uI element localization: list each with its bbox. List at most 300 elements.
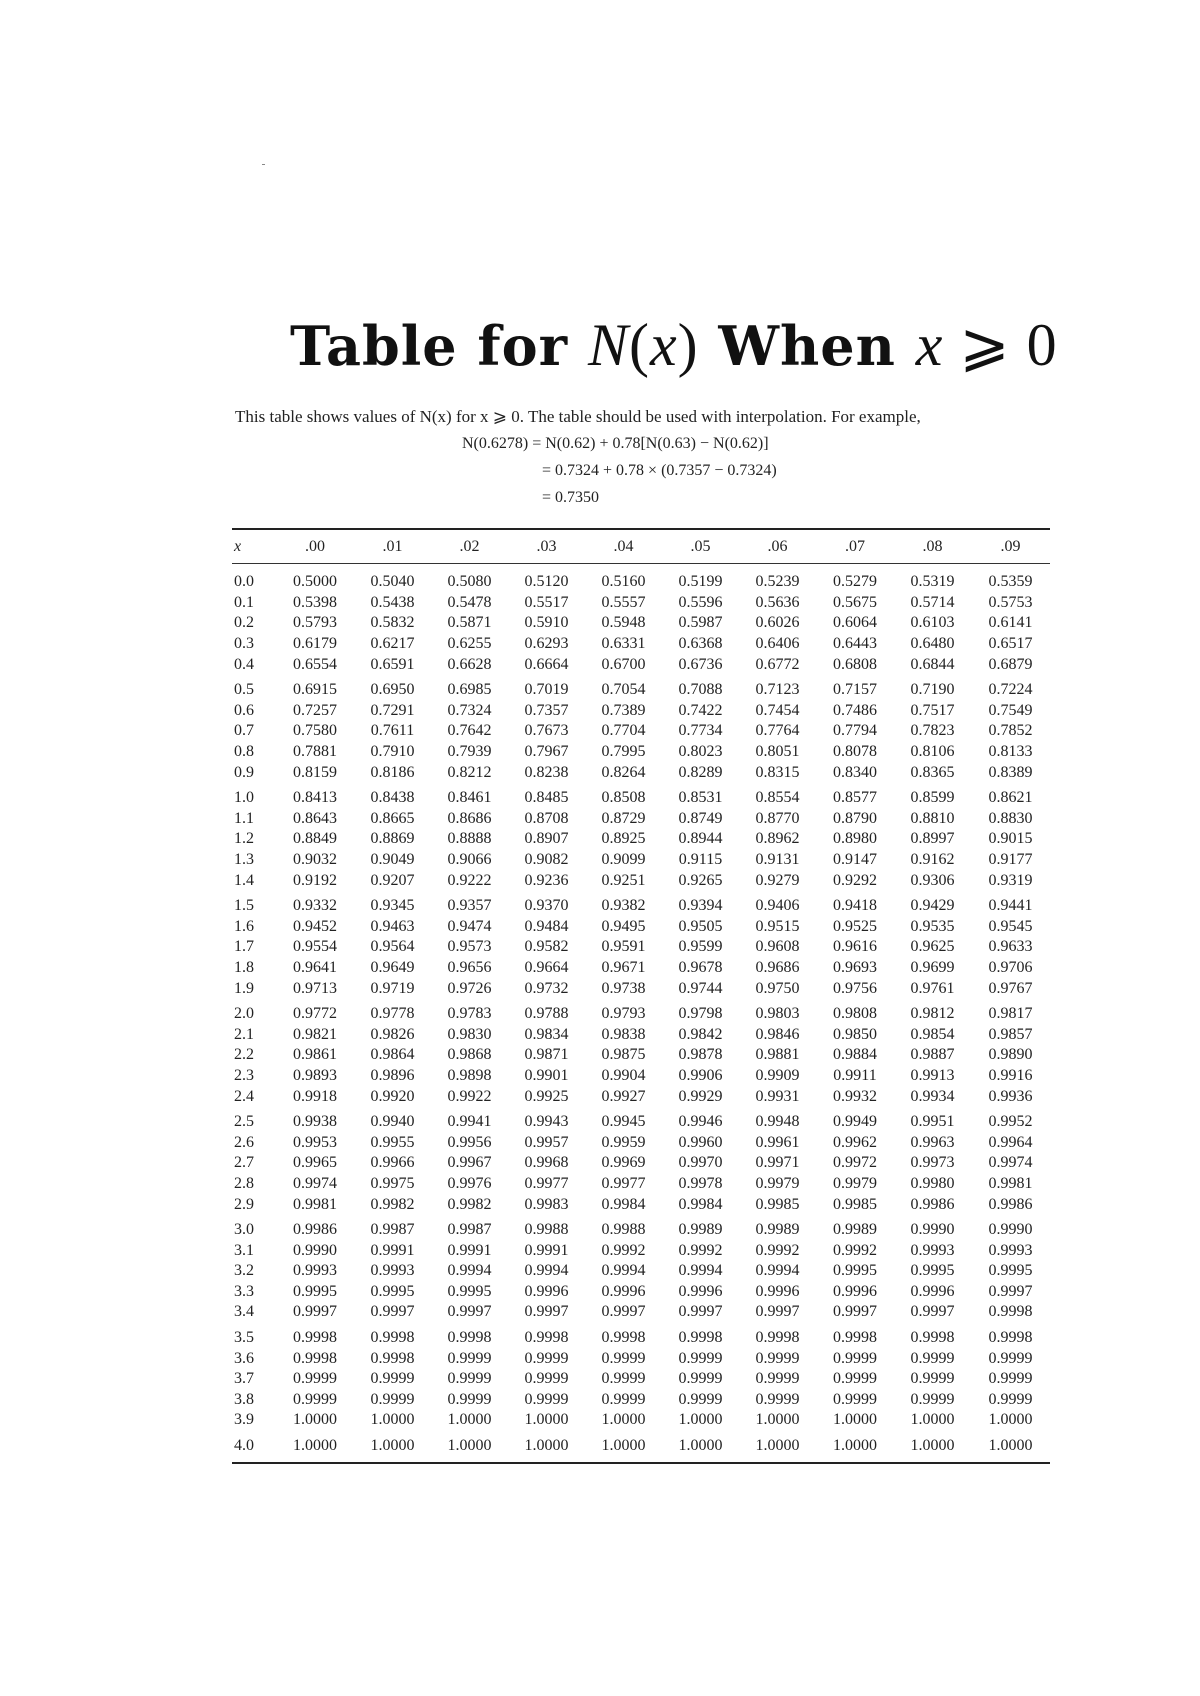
table-cell: 0.9306: [910, 871, 955, 889]
table-cell: 0.9452: [293, 917, 337, 935]
table-row: [232, 1261, 1050, 1282]
table-cell: 0.7794: [833, 722, 877, 740]
table-cell: 0.9913: [910, 1066, 955, 1084]
table-cell: 0.5675: [833, 593, 877, 611]
table-row: [232, 1431, 1050, 1464]
table-cell: 0.8485: [524, 789, 569, 807]
title-open-paren: (: [628, 312, 650, 378]
table-cell: 0.8790: [833, 809, 877, 827]
table-cell: 0.9993: [293, 1262, 337, 1280]
table-cell: 0.9265: [678, 871, 723, 889]
intro-text: This table shows values of N(x) for x ⩾ 0. The table should be used with interpolation. For example,: [235, 407, 921, 426]
table-cell: 0.9998: [988, 1303, 1033, 1321]
table-cell: 0.9997: [370, 1303, 415, 1321]
title-prefix: Table for: [290, 314, 588, 378]
table-row: [232, 937, 1050, 958]
row-x-value: 2.3: [234, 1066, 254, 1084]
table-cell: 0.9990: [293, 1241, 337, 1259]
table-cell: 0.9999: [601, 1370, 646, 1388]
table-cell: 0.9931: [755, 1087, 800, 1105]
table-cell: 0.7324: [447, 701, 492, 719]
table-row: [232, 958, 1050, 979]
row-x-value: 1.6: [234, 917, 254, 935]
table-cell: 0.9978: [678, 1174, 723, 1192]
table-header: [232, 529, 1050, 564]
table-cell: 0.9925: [524, 1087, 569, 1105]
row-x-value: 3.3: [234, 1282, 254, 1300]
table-cell: 0.5636: [755, 593, 800, 611]
table-row: [232, 891, 1050, 917]
table-cell: 0.9999: [755, 1390, 800, 1408]
table-cell: 0.9967: [447, 1154, 492, 1172]
table-cell: 0.5120: [524, 573, 569, 591]
table-cell: 0.5517: [524, 593, 569, 611]
table-cell: 1.0000: [524, 1411, 569, 1429]
table-row: [232, 1410, 1050, 1431]
table-cell: 0.7454: [755, 701, 800, 719]
table-cell: 0.8869: [370, 830, 415, 848]
table-cell: 0.9990: [988, 1221, 1033, 1239]
row-x-value: 0.2: [234, 614, 254, 632]
table-cell: 0.7881: [293, 743, 337, 761]
table-cell: 0.8944: [678, 830, 723, 848]
table-cell: 0.9732: [524, 979, 569, 997]
row-x-value: 3.0: [234, 1221, 254, 1239]
table-row: [232, 634, 1050, 655]
table-cell: 0.9099: [601, 851, 646, 869]
table-cell: 0.9808: [833, 1005, 877, 1023]
row-x-value: 2.7: [234, 1154, 254, 1172]
table-row: [232, 593, 1050, 614]
title-function: N: [587, 312, 629, 378]
table-cell: 0.6103: [910, 614, 955, 632]
table-cell: 0.9979: [833, 1174, 877, 1192]
table-cell: 0.9992: [833, 1241, 877, 1259]
table-cell: 0.9999: [910, 1390, 955, 1408]
table-cell: 0.9972: [833, 1154, 877, 1172]
table-cell: 0.9834: [524, 1025, 569, 1043]
table-row: [232, 783, 1050, 809]
page-title: [290, 310, 1058, 380]
table-cell: 0.9996: [601, 1282, 646, 1300]
table-cell: 0.9989: [755, 1221, 800, 1239]
table-cell: 0.9995: [370, 1282, 415, 1300]
table-cell: 0.9999: [988, 1370, 1033, 1388]
table-cell: 0.7088: [678, 681, 723, 699]
column-header: .08: [922, 537, 943, 555]
table-cell: 0.9929: [678, 1087, 723, 1105]
table-cell: 0.7704: [601, 722, 646, 740]
table-cell: 1.0000: [833, 1437, 877, 1455]
table-cell: 0.9934: [910, 1087, 955, 1105]
table-cell: 0.9599: [678, 938, 723, 956]
table-cell: 0.9871: [524, 1046, 569, 1064]
table-cell: 0.9868: [447, 1046, 492, 1064]
table-cell: 0.6179: [293, 635, 337, 653]
table-cell: 0.9357: [447, 897, 492, 915]
table-cell: 0.9920: [370, 1087, 415, 1105]
table-cell: 0.9222: [447, 871, 492, 889]
table-cell: 0.5239: [755, 573, 800, 591]
table-cell: 0.7642: [447, 722, 492, 740]
table-cell: 0.9515: [755, 917, 800, 935]
table-cell: 0.9997: [910, 1303, 955, 1321]
table-cell: 0.8238: [524, 763, 569, 781]
table-cell: 0.9984: [678, 1195, 723, 1213]
table-cell: 0.5080: [447, 573, 492, 591]
table-cell: 0.9719: [370, 979, 415, 997]
table-row: [232, 1390, 1050, 1411]
table-row: [232, 564, 1050, 593]
table-cell: 0.6517: [988, 635, 1033, 653]
table-cell: 0.9983: [524, 1195, 569, 1213]
table-cell: 0.6368: [678, 635, 723, 653]
table-cell: 0.9857: [988, 1025, 1033, 1043]
table-cell: 0.8186: [370, 763, 415, 781]
table-cell: 0.8531: [678, 789, 723, 807]
table-cell: 0.6026: [755, 614, 800, 632]
table-cell: 0.9989: [833, 1221, 877, 1239]
table-cell: 0.5910: [524, 614, 569, 632]
table-cell: 0.8599: [910, 789, 955, 807]
table-cell: 0.6664: [524, 655, 569, 673]
table-cell: 0.9946: [678, 1113, 723, 1131]
table-cell: 0.5557: [601, 593, 646, 611]
table-cell: 0.9964: [988, 1133, 1033, 1151]
table-cell: 1.0000: [601, 1437, 646, 1455]
table-cell: 0.9783: [447, 1005, 492, 1023]
table-cell: 0.9927: [601, 1087, 646, 1105]
table-cell: 0.9973: [910, 1154, 955, 1172]
table-cell: 0.6772: [755, 655, 800, 673]
column-header: .02: [459, 537, 480, 555]
table-cell: 0.9977: [524, 1174, 569, 1192]
table-cell: 0.5279: [833, 573, 877, 591]
table-cell: 0.9959: [601, 1133, 646, 1151]
table-cell: 0.9817: [988, 1005, 1033, 1023]
table-cell: 0.9997: [833, 1303, 877, 1321]
example-equation-line-1: N(0.6278) = N(0.62) + 0.78[N(0.63) − N(0.62)]: [462, 435, 769, 452]
table-cell: 0.5714: [910, 593, 955, 611]
table-cell: 0.9999: [833, 1370, 877, 1388]
table-cell: 1.0000: [910, 1411, 955, 1429]
table-cell: 0.6217: [370, 635, 415, 653]
table-cell: 1.0000: [910, 1437, 955, 1455]
table-cell: 0.9975: [370, 1174, 415, 1192]
table-cell: 0.9678: [678, 958, 723, 976]
table-cell: 0.9995: [293, 1282, 337, 1300]
table-cell: 0.9015: [988, 830, 1033, 848]
row-x-value: 0.1: [234, 593, 254, 611]
table-cell: 0.8289: [678, 763, 723, 781]
table-cell: 0.7486: [833, 701, 877, 719]
table-cell: 0.9649: [370, 958, 415, 976]
table-cell: 0.9693: [833, 958, 877, 976]
table-cell: 0.8365: [910, 763, 955, 781]
row-x-value: 3.1: [234, 1241, 254, 1259]
table-cell: 0.9744: [678, 979, 723, 997]
table-cell: 0.9370: [524, 897, 569, 915]
row-x-value: 2.6: [234, 1133, 254, 1151]
table-cell: 0.9633: [988, 938, 1033, 956]
table-cell: 0.9798: [678, 1005, 723, 1023]
table-cell: 0.8980: [833, 830, 877, 848]
table-cell: 0.9982: [370, 1195, 415, 1213]
table-cell: 0.9997: [755, 1303, 800, 1321]
table-cell: 0.9999: [293, 1390, 337, 1408]
table-row: [232, 850, 1050, 871]
table-cell: 1.0000: [601, 1411, 646, 1429]
table-cell: 0.5398: [293, 593, 337, 611]
table-cell: 0.9999: [910, 1370, 955, 1388]
table-cell: 0.9429: [910, 897, 955, 915]
table-cell: 0.6554: [293, 655, 337, 673]
table-cell: 0.9993: [910, 1241, 955, 1259]
table-cell: 0.7157: [833, 681, 877, 699]
table-cell: 0.7823: [910, 722, 955, 740]
table-cell: 0.5478: [447, 593, 492, 611]
table-cell: 0.9738: [601, 979, 646, 997]
table-cell: 0.7995: [601, 743, 646, 761]
table-cell: 0.9998: [601, 1329, 646, 1347]
table-cell: 0.5948: [601, 614, 646, 632]
table-cell: 0.9778: [370, 1005, 415, 1023]
table-cell: 0.9992: [678, 1241, 723, 1259]
table-cell: 0.8413: [293, 789, 337, 807]
table-cell: 0.9131: [755, 851, 800, 869]
table-cell: 0.8810: [910, 809, 955, 827]
table-cell: 0.5987: [678, 614, 723, 632]
table-cell: 0.9850: [833, 1025, 877, 1043]
table-cell: 0.5793: [293, 614, 337, 632]
table-cell: 0.6700: [601, 655, 646, 673]
table-cell: 0.7019: [524, 681, 569, 699]
table-cell: 0.6064: [833, 614, 877, 632]
table-cell: 0.9991: [524, 1241, 569, 1259]
table-cell: 0.9996: [524, 1282, 569, 1300]
column-header: .04: [613, 537, 634, 555]
table-cell: 0.9474: [447, 917, 492, 935]
table-cell: 0.9998: [293, 1329, 337, 1347]
table-row: [232, 999, 1050, 1025]
row-x-value: 2.0: [234, 1005, 254, 1023]
table-cell: 0.9996: [833, 1282, 877, 1300]
table-cell: 0.9761: [910, 979, 955, 997]
table-cell: 0.9994: [447, 1262, 492, 1280]
table-cell: 0.9997: [524, 1303, 569, 1321]
table-cell: 0.9961: [755, 1133, 800, 1151]
table-cell: 0.9997: [678, 1303, 723, 1321]
row-x-value: 1.5: [234, 897, 254, 915]
table-cell: 0.9999: [524, 1349, 569, 1367]
table-cell: 0.9177: [988, 851, 1033, 869]
table-cell: 0.8577: [833, 789, 877, 807]
table-cell: 0.9772: [293, 1005, 337, 1023]
table-cell: 0.9993: [370, 1262, 415, 1280]
table-cell: 0.9976: [447, 1174, 492, 1192]
table-cell: 0.7190: [910, 681, 955, 699]
table-cell: 0.9545: [988, 917, 1033, 935]
table-cell: 0.9999: [755, 1349, 800, 1367]
row-x-value: 0.5: [234, 681, 254, 699]
table-cell: 0.8888: [447, 830, 492, 848]
table-cell: 0.5871: [447, 614, 492, 632]
table-cell: 0.8508: [601, 789, 646, 807]
table-cell: 0.9998: [833, 1329, 877, 1347]
table-cell: 0.9953: [293, 1133, 337, 1151]
table-cell: 0.9949: [833, 1113, 877, 1131]
table-row: [232, 1302, 1050, 1323]
table-row: [232, 1045, 1050, 1066]
table-cell: 0.9706: [988, 958, 1033, 976]
table-row: [232, 1086, 1050, 1107]
normal-distribution-table: [232, 528, 1050, 1464]
table-cell: 0.7734: [678, 722, 723, 740]
table-cell: 0.9999: [678, 1390, 723, 1408]
table-cell: 0.5753: [988, 593, 1033, 611]
table-cell: 0.7939: [447, 743, 492, 761]
table-cell: 0.9998: [988, 1329, 1033, 1347]
table-cell: 0.9115: [678, 851, 723, 869]
table-cell: 0.9963: [910, 1133, 955, 1151]
table-cell: 0.9994: [524, 1262, 569, 1280]
table-cell: 0.9713: [293, 979, 337, 997]
table-cell: 0.9998: [910, 1329, 955, 1347]
table-cell: 0.9948: [755, 1113, 800, 1131]
table-cell: 0.9884: [833, 1046, 877, 1064]
table-cell: 0.9916: [988, 1066, 1033, 1084]
column-header: .06: [767, 537, 788, 555]
table-cell: 0.5438: [370, 593, 415, 611]
table-cell: 0.9992: [601, 1241, 646, 1259]
table-cell: 0.7611: [370, 722, 415, 740]
table-cell: 0.9989: [678, 1221, 723, 1239]
table-cell: 0.9988: [601, 1221, 646, 1239]
row-x-value: 0.4: [234, 655, 254, 673]
table-cell: 0.6443: [833, 635, 877, 653]
table-cell: 0.6985: [447, 681, 492, 699]
row-x-value: 0.9: [234, 763, 254, 781]
table-row: [232, 1107, 1050, 1133]
table-cell: 0.9999: [988, 1390, 1033, 1408]
table-cell: 0.6844: [910, 655, 955, 673]
table-cell: 1.0000: [524, 1437, 569, 1455]
table-cell: 0.8212: [447, 763, 492, 781]
table-cell: 0.7764: [755, 722, 800, 740]
title-middle: When: [698, 314, 916, 378]
table-cell: 0.9911: [833, 1066, 877, 1084]
row-x-value: 1.7: [234, 938, 254, 956]
table-cell: 0.9767: [988, 979, 1033, 997]
table-cell: 0.7291: [370, 701, 415, 719]
table-cell: 0.8643: [293, 809, 337, 827]
row-x-value: 3.7: [234, 1370, 254, 1388]
table-cell: 0.9999: [833, 1390, 877, 1408]
table-cell: 1.0000: [755, 1411, 800, 1429]
column-header: .07: [845, 537, 865, 555]
row-x-value: 2.4: [234, 1087, 254, 1105]
row-x-value: 2.5: [234, 1113, 254, 1131]
table-cell: 0.8621: [988, 789, 1033, 807]
table-cell: 0.5000: [293, 573, 337, 591]
table-cell: 0.9997: [988, 1282, 1033, 1300]
table-cell: 0.9985: [833, 1195, 877, 1213]
table-cell: 0.6293: [524, 635, 569, 653]
table-cell: 0.9525: [833, 917, 877, 935]
table-cell: 0.9901: [524, 1066, 569, 1084]
table-cell: 0.9996: [910, 1282, 955, 1300]
table-cell: 0.9999: [910, 1349, 955, 1367]
table-cell: 0.8106: [910, 743, 955, 761]
table-cell: 0.9999: [524, 1390, 569, 1408]
table-cell: 0.9441: [988, 897, 1033, 915]
table-cell: 0.9999: [524, 1370, 569, 1388]
table-row: [232, 1194, 1050, 1215]
table-cell: 0.9484: [524, 917, 569, 935]
table-cell: 0.8133: [988, 743, 1033, 761]
table-cell: 0.9864: [370, 1046, 415, 1064]
row-x-value: 3.9: [234, 1411, 254, 1429]
table-cell: 0.9788: [524, 1005, 569, 1023]
table-cell: 0.8665: [370, 809, 415, 827]
table-cell: 0.9904: [601, 1066, 646, 1084]
table-cell: 0.8925: [601, 830, 646, 848]
table-cell: 0.9999: [447, 1390, 492, 1408]
table-cell: 0.9394: [678, 897, 723, 915]
table-cell: 0.9943: [524, 1113, 569, 1131]
table-cell: 0.6879: [988, 655, 1033, 673]
table-cell: 0.9981: [988, 1174, 1033, 1192]
row-x-value: 1.3: [234, 851, 254, 869]
table-row: [232, 1323, 1050, 1349]
row-x-value: 1.8: [234, 958, 254, 976]
table-row: [232, 1369, 1050, 1390]
table-cell: 0.9940: [370, 1113, 415, 1131]
table-cell: 0.9251: [601, 871, 646, 889]
table-cell: 0.9793: [601, 1005, 646, 1023]
table-cell: 0.9292: [833, 871, 877, 889]
header-row: [232, 529, 1050, 564]
table-row: [232, 1024, 1050, 1045]
table-cell: 0.6591: [370, 655, 415, 673]
table-cell: 0.5359: [988, 573, 1033, 591]
table-cell: 0.9970: [678, 1154, 723, 1172]
table-cell: 0.9582: [524, 938, 569, 956]
row-x-value: 2.2: [234, 1046, 254, 1064]
table-cell: 0.8389: [988, 763, 1033, 781]
table-cell: 0.9803: [755, 1005, 800, 1023]
row-x-value: 1.2: [234, 830, 254, 848]
row-x-value: 0.3: [234, 635, 254, 653]
table-cell: 0.6736: [678, 655, 723, 673]
table-cell: 0.8729: [601, 809, 646, 827]
table-cell: 0.9993: [988, 1241, 1033, 1259]
table-row: [232, 721, 1050, 742]
table-cell: 0.8830: [988, 809, 1033, 827]
table-row: [232, 809, 1050, 830]
table-cell: 0.9982: [447, 1195, 492, 1213]
table-row: [232, 870, 1050, 891]
table-row: [232, 1240, 1050, 1261]
table-cell: 0.9671: [601, 958, 646, 976]
row-x-value: 3.4: [234, 1303, 254, 1321]
table-cell: 0.9616: [833, 938, 877, 956]
table-row: [232, 829, 1050, 850]
table-row: [232, 1348, 1050, 1369]
table-cell: 0.9999: [833, 1349, 877, 1367]
table-cell: 0.9418: [833, 897, 877, 915]
table-cell: 0.9981: [293, 1195, 337, 1213]
